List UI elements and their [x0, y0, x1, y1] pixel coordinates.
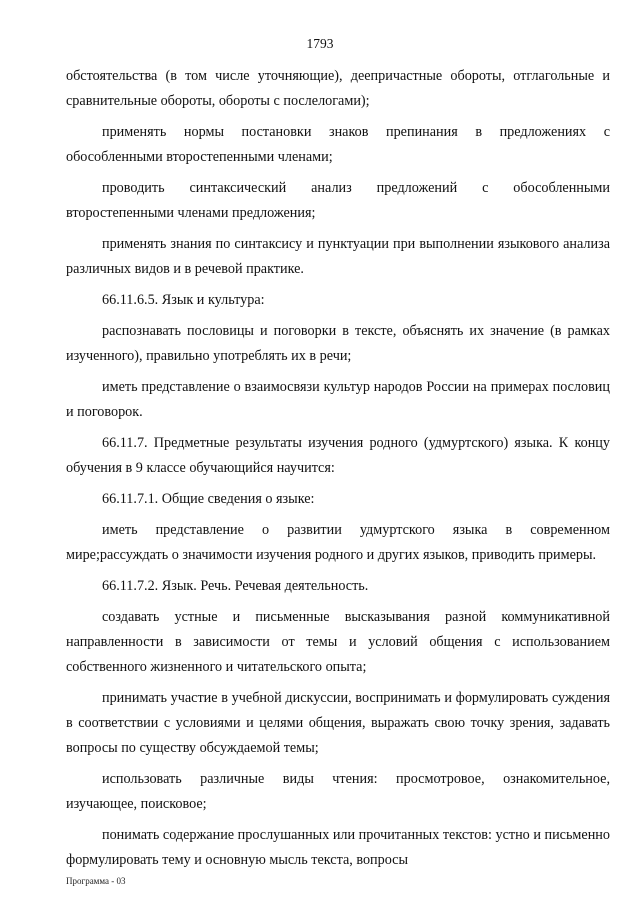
- paragraph: применять знания по синтаксису и пунктуации при выполнении языкового анализа различных видов и в речевой практике.: [66, 236, 610, 277]
- section-heading: 66.11.7.2. Язык. Речь. Речевая деятельность.: [102, 578, 369, 594]
- paragraph: иметь представление о развитии удмуртского языка в современном мире;рассуждать о значимости изучения родного и других языков, приводить примеры.: [66, 522, 610, 563]
- paragraph-continuation: обстоятельства (в том числе уточняющие), деепричастные обороты, отглагольные и сравнительные обороты, обороты с послелогами);: [66, 68, 610, 109]
- section-heading: 66.11.7. Предметные результаты изучения родного (удмуртского) языка. К концу обучения в 9 классе обучающийся научится:: [66, 435, 610, 476]
- paragraph: распознавать пословицы и поговорки в тексте, объяснять их значение (в рамках изученного), правильно употреблять их в речи;: [66, 323, 610, 364]
- page-footer: Программа - 03: [66, 876, 126, 886]
- paragraph: иметь представление о взаимосвязи культур народов России на примерах пословиц и поговорок.: [66, 379, 610, 420]
- paragraph: принимать участие в учебной дискуссии, воспринимать и формулировать суждения в соответствии с условиями и целями общения, выражать свою точку зрения, задавать вопросы по существу обсуждаемой темы;: [66, 690, 610, 756]
- paragraph: понимать содержание прослушанных или прочитанных текстов: устно и письменно формулировать тему и основную мысль текста, вопросы: [66, 827, 610, 868]
- paragraph: создавать устные и письменные высказывания разной коммуникативной направленности в зависимости от темы и условий общения с использованием собственного жизненного и читательского опыта;: [66, 609, 610, 675]
- paragraph: использовать различные виды чтения: просмотровое, ознакомительное, изучающее, поисковое;: [66, 771, 610, 812]
- section-heading: 66.11.7.1. Общие сведения о языке:: [102, 491, 315, 507]
- page-number: 1793: [306, 36, 334, 51]
- paragraph: применять нормы постановки знаков препинания в предложениях с обособленными второстепенными членами;: [66, 124, 610, 165]
- page-body: [66, 64, 610, 879]
- section-heading: 66.11.6.5. Язык и культура:: [102, 292, 265, 308]
- paragraph: проводить синтаксический анализ предложений с обособленными второстепенными членами предложения;: [66, 180, 610, 221]
